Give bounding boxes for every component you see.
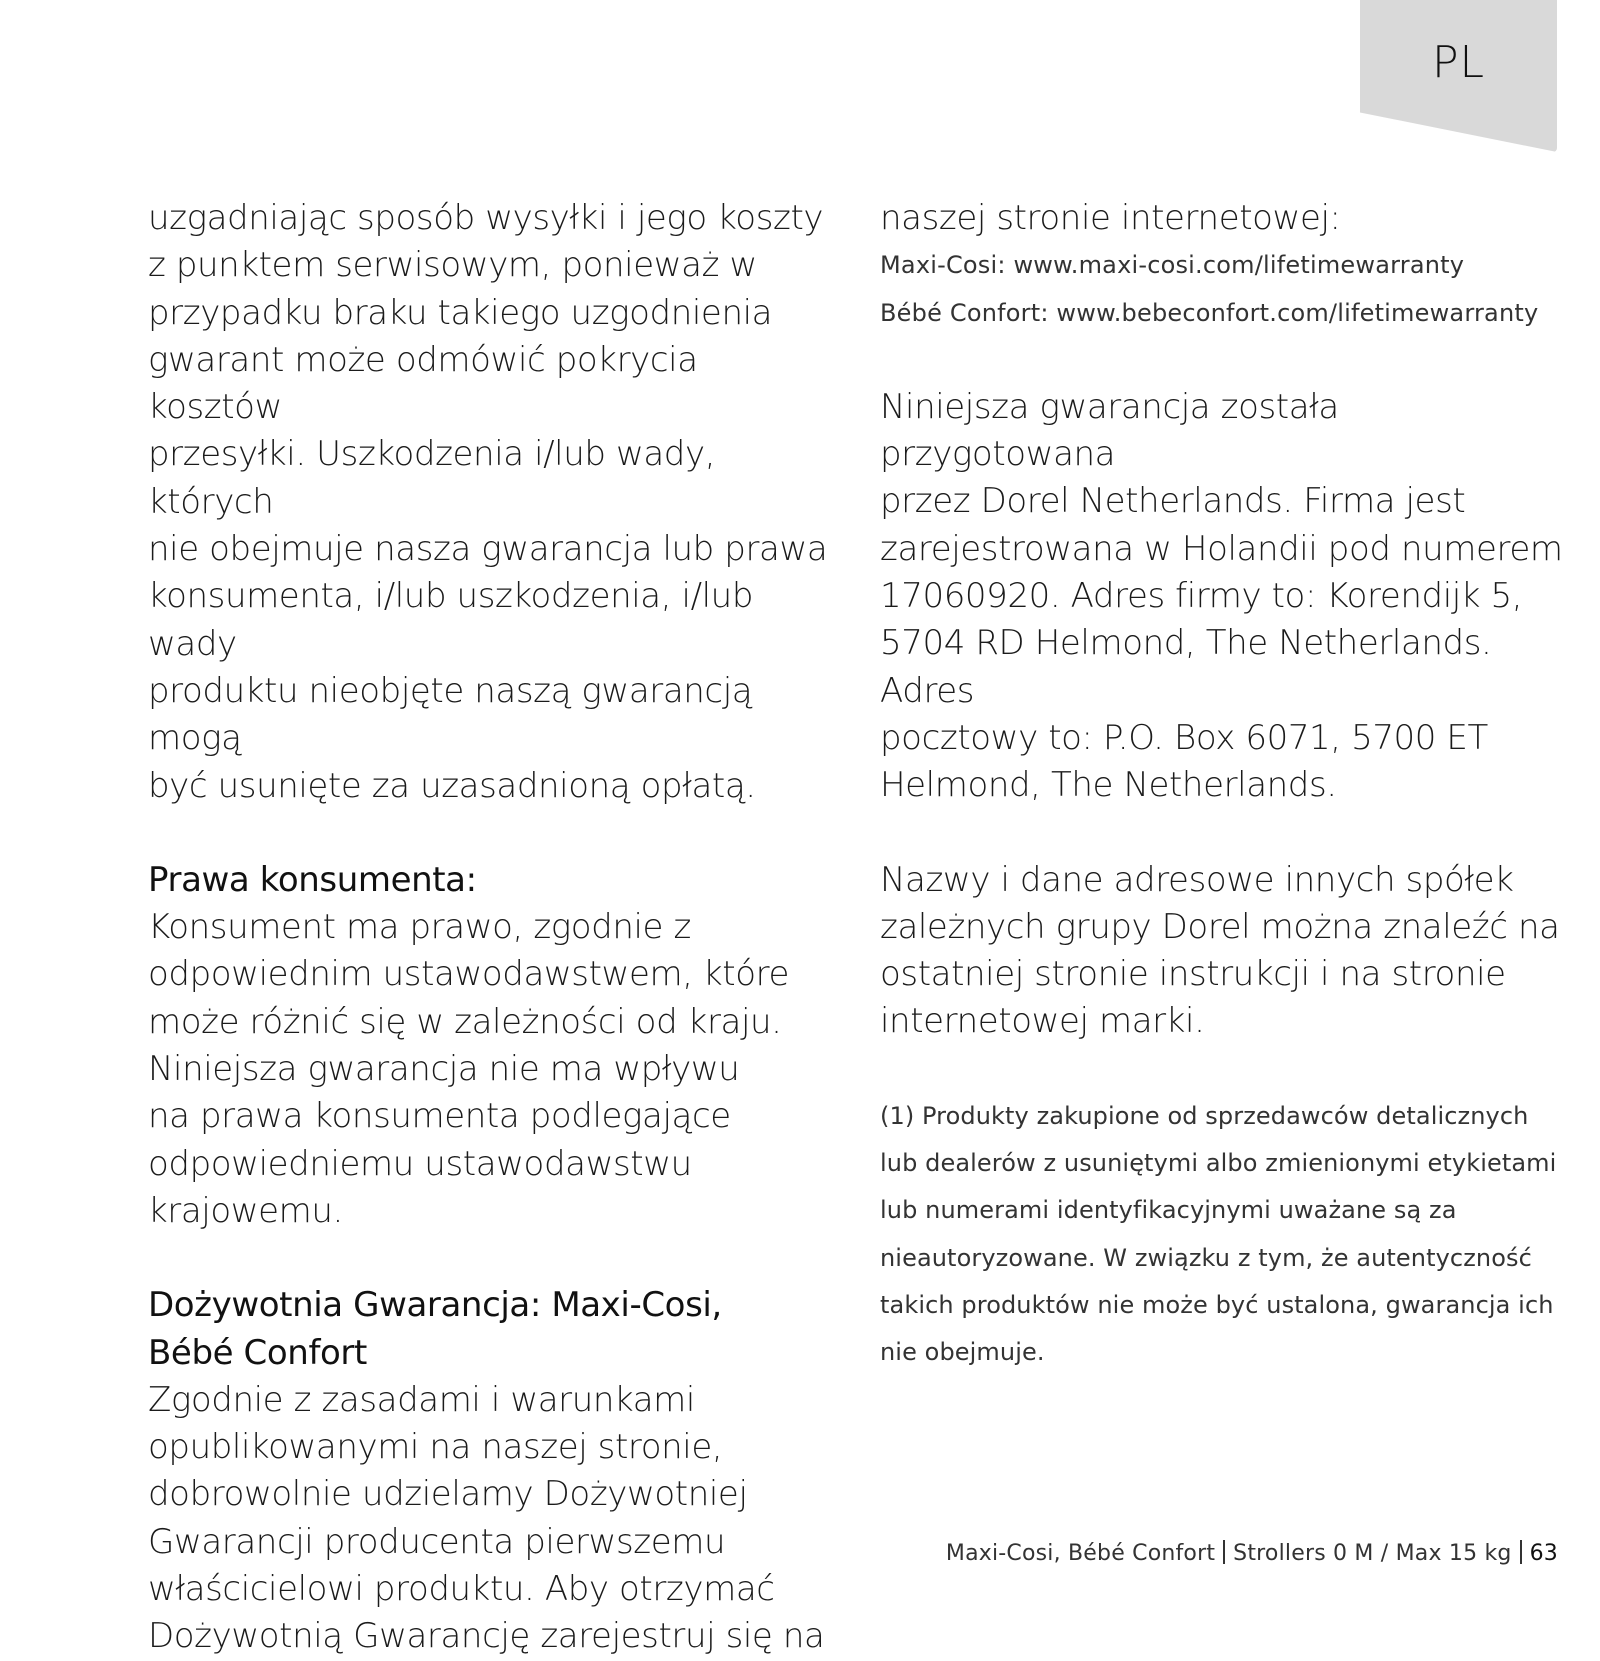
text-line: Konsument ma prawo, zgodnie z (148, 907, 691, 948)
text-line: Nazwy i dane adresowe innych spółek (880, 859, 1514, 900)
footnote-line: (1) Produkty zakupione od sprzedawców detalicznych (880, 1101, 1529, 1130)
text-line: Helmond, The Netherlands. (880, 765, 1337, 806)
company-paragraph (880, 384, 1570, 810)
continuation-line: naszej stronie internetowej: (880, 198, 1341, 238)
page-number: 63 (1529, 1541, 1558, 1566)
text-line: być usunięte za uzasadnioną opłatą. (148, 765, 756, 806)
footnote-line: nieautoryzowane. W związku z tym, że autentyczność (880, 1243, 1532, 1272)
text-line: uzgadniając sposób wysyłki i jego koszty (148, 198, 824, 238)
text-line: Niniejsza gwarancja nie ma wpływu (148, 1049, 740, 1090)
text-line: dobrowolnie udzielamy Dożywotniej (148, 1474, 748, 1515)
heading-line: Bébé Confort (148, 1332, 367, 1373)
language-code: PL (1432, 37, 1486, 88)
text-line: Niniejsza gwarancja została przygotowana (880, 386, 1339, 475)
text-line: Zgodnie z zasadami i warunkami (148, 1379, 695, 1420)
text-line: Gwarancji producenta pierwszemu (148, 1521, 726, 1562)
text-line: nie obejmuje nasza gwarancja lub prawa (148, 529, 828, 570)
text-line: może różnić się w zależności od kraju. (148, 1001, 782, 1042)
text-line: 17060920. Adres firmy to: Korendijk 5, (880, 576, 1523, 617)
footnote-line: takich produktów nie może być ustalona, gwarancja ich (880, 1290, 1554, 1319)
text-line: pocztowy to: P.O. Box 6071, 5700 ET (880, 717, 1488, 758)
text-line: na prawa konsumenta podlegające (148, 1096, 731, 1137)
text-line: zależnych grupy Dorel można znaleźć na (880, 906, 1560, 947)
text-line: gwarant może odmówić pokrycia kosztów (148, 339, 698, 428)
maxi-cosi-warranty-link: Maxi-Cosi: www.maxi-cosi.com/lifetimewarranty (880, 251, 1465, 280)
text-line: przez Dorel Netherlands. Firma jest (880, 481, 1466, 522)
text-line: internetowej marki. (880, 1001, 1205, 1042)
text-line: konsumenta, i/lub uszkodzenia, i/lub wady (148, 576, 754, 664)
text-line: krajowemu. (148, 1190, 343, 1231)
page-footer (946, 1540, 1558, 1566)
lifetime-warranty-paragraph (148, 1377, 828, 1661)
footer-divider (1223, 1540, 1225, 1564)
text-line: właścicielowi produktu. Aby otrzymać (148, 1569, 775, 1610)
text-line: przesyłki. Uszkodzenia i/lub wady, których (148, 434, 716, 522)
text-line: zarejestrowana w Holandii pod numerem (880, 528, 1563, 569)
footnote-line: nie obejmuje. (880, 1338, 1045, 1367)
text-line: Dożywotnią Gwarancję zarejestruj się na (148, 1616, 825, 1657)
right-column (880, 195, 1570, 1377)
footnote (880, 1093, 1570, 1377)
consumer-rights-paragraph (148, 904, 828, 1235)
footer-divider (1520, 1540, 1522, 1564)
consumer-rights-heading: Prawa konsumenta: (148, 859, 477, 900)
footnote-line: lub dealerów z usuniętymi albo zmienionymi etykietami (880, 1149, 1557, 1178)
text-line: 5704 RD Helmond, The Netherlands. Adres (880, 623, 1492, 711)
lifetime-warranty-heading (148, 1282, 828, 1377)
bebe-confort-warranty-link: Bébé Confort: www.bebeconfort.com/lifetimewarranty (880, 298, 1539, 327)
intro-paragraph (148, 195, 828, 810)
heading-line: Dożywotnia Gwarancja: Maxi-Cosi, (148, 1285, 722, 1326)
footer-product: Strollers 0 M / Max 15 kg (1233, 1541, 1512, 1566)
text-line: ostatniej stronie instrukcji i na stronie (880, 954, 1506, 995)
text-line: produktu nieobjęte naszą gwarancją mogą (148, 670, 753, 759)
text-line: opublikowanymi na naszej stronie, (148, 1427, 723, 1468)
subsidiaries-paragraph (880, 857, 1570, 1046)
left-column (148, 195, 828, 1661)
text-line: odpowiedniemu ustawodawstwu (148, 1143, 692, 1184)
text-line: przypadku braku takiego uzgodnienia (148, 292, 773, 333)
footer-brand: Maxi-Cosi, Bébé Confort (945, 1541, 1216, 1566)
footnote-line: lub numerami identyfikacyjnymi uważane są za (880, 1196, 1457, 1225)
text-line: odpowiednim ustawodawstwem, które (148, 954, 789, 995)
text-line: z punktem serwisowym, ponieważ w (148, 245, 757, 286)
